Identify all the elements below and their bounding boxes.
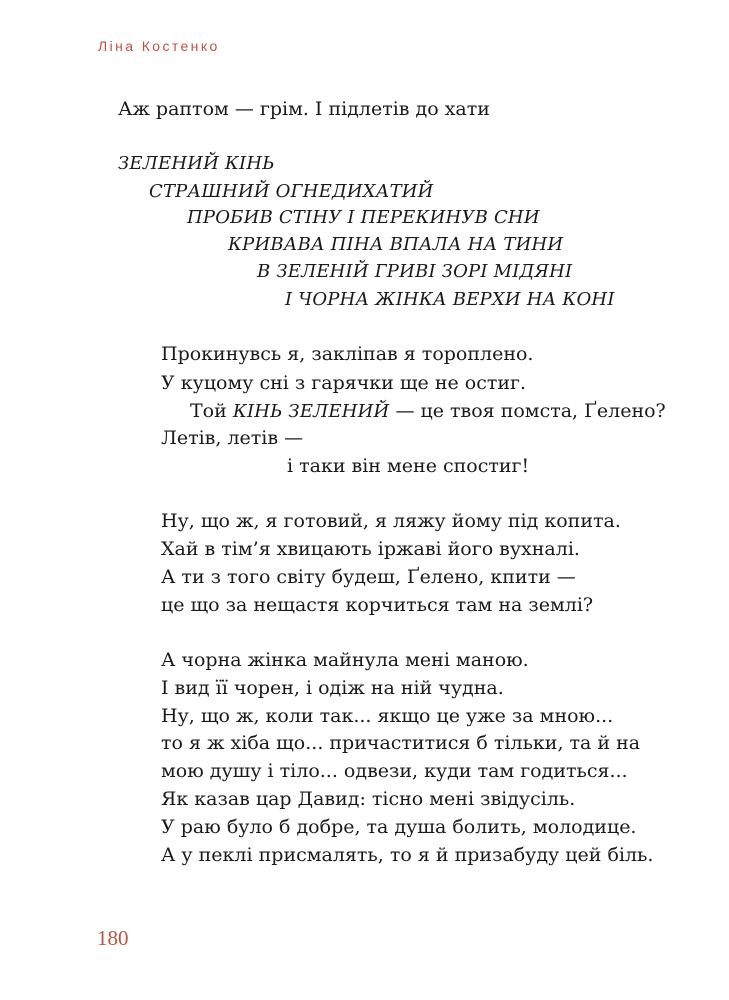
stanza3-line: мою душу і тіло... одвези, куди там годиться... [161, 760, 628, 782]
stanza2-line: А ти з того світу будеш, Ґелено, кпити — [161, 566, 576, 588]
stanza1-line-italic: КІНЬ ЗЕЛЕНИЙ [232, 401, 390, 422]
vision-line: ЗЕЛЕНИЙ КІНЬ [118, 153, 275, 174]
stanza1-line-end: — це твоя помста, Ґелено? [389, 400, 666, 422]
stanza2-line: це що за нещастя корчиться там на землі? [161, 594, 594, 616]
stanza1-line-mixed [190, 402, 666, 421]
stanza1-line: У куцому сні з гарячки ще не остиг. [161, 372, 527, 394]
poem-opening-line: Аж раптом — грім. І підлетів до хати [118, 98, 490, 120]
stanza1-line: Летів, летів — [161, 427, 304, 449]
running-head-author: Ліна Костенко [98, 38, 220, 54]
stanza1-line-start: Той [190, 400, 233, 422]
stanza2-line: Хай в тім’я хвицають іржаві його вухналі. [161, 538, 580, 560]
stanza3-line: то я ж хіба що... причаститися б тільки, та й на [161, 732, 641, 754]
page-number: 180 [97, 926, 129, 950]
vision-line: ПРОБИВ СТІНУ І ПЕРЕКИНУВ СНИ [187, 207, 540, 228]
stanza3-line: А чорна жінка майнула мені маною. [161, 649, 529, 671]
stanza1-line: і таки він мене спостиг! [287, 455, 530, 477]
stanza3-line: І вид її чорен, і одіж на ній чудна. [161, 677, 504, 699]
stanza2-line: Ну, що ж, я готовий, я ляжу йому під копита. [161, 510, 621, 532]
stanza1-line: Прокинувсь я, закліпав я тороплено. [161, 343, 534, 365]
stanza3-line: Ну, що ж, коли так... якщо це уже за мною... [161, 705, 614, 727]
stanza3-line: Як казав цар Давид: тісно мені звідусіль. [161, 788, 576, 810]
stanza3-line: А у пеклі присмалять, то я й призабуду цей біль. [161, 844, 654, 866]
stanza3-line: У раю було б добре, та душа болить, молодице. [161, 816, 637, 838]
vision-line: КРИВАВА ПІНА ВПАЛА НА ТИНИ [228, 234, 564, 255]
vision-line: СТРАШНИЙ ОГНЕДИХАТИЙ [149, 181, 434, 202]
vision-line: І ЧОРНА ЖІНКА ВЕРХИ НА КОНІ [285, 289, 615, 310]
vision-line: В ЗЕЛЕНІЙ ГРИВІ ЗОРІ МІДЯНІ [257, 261, 573, 282]
